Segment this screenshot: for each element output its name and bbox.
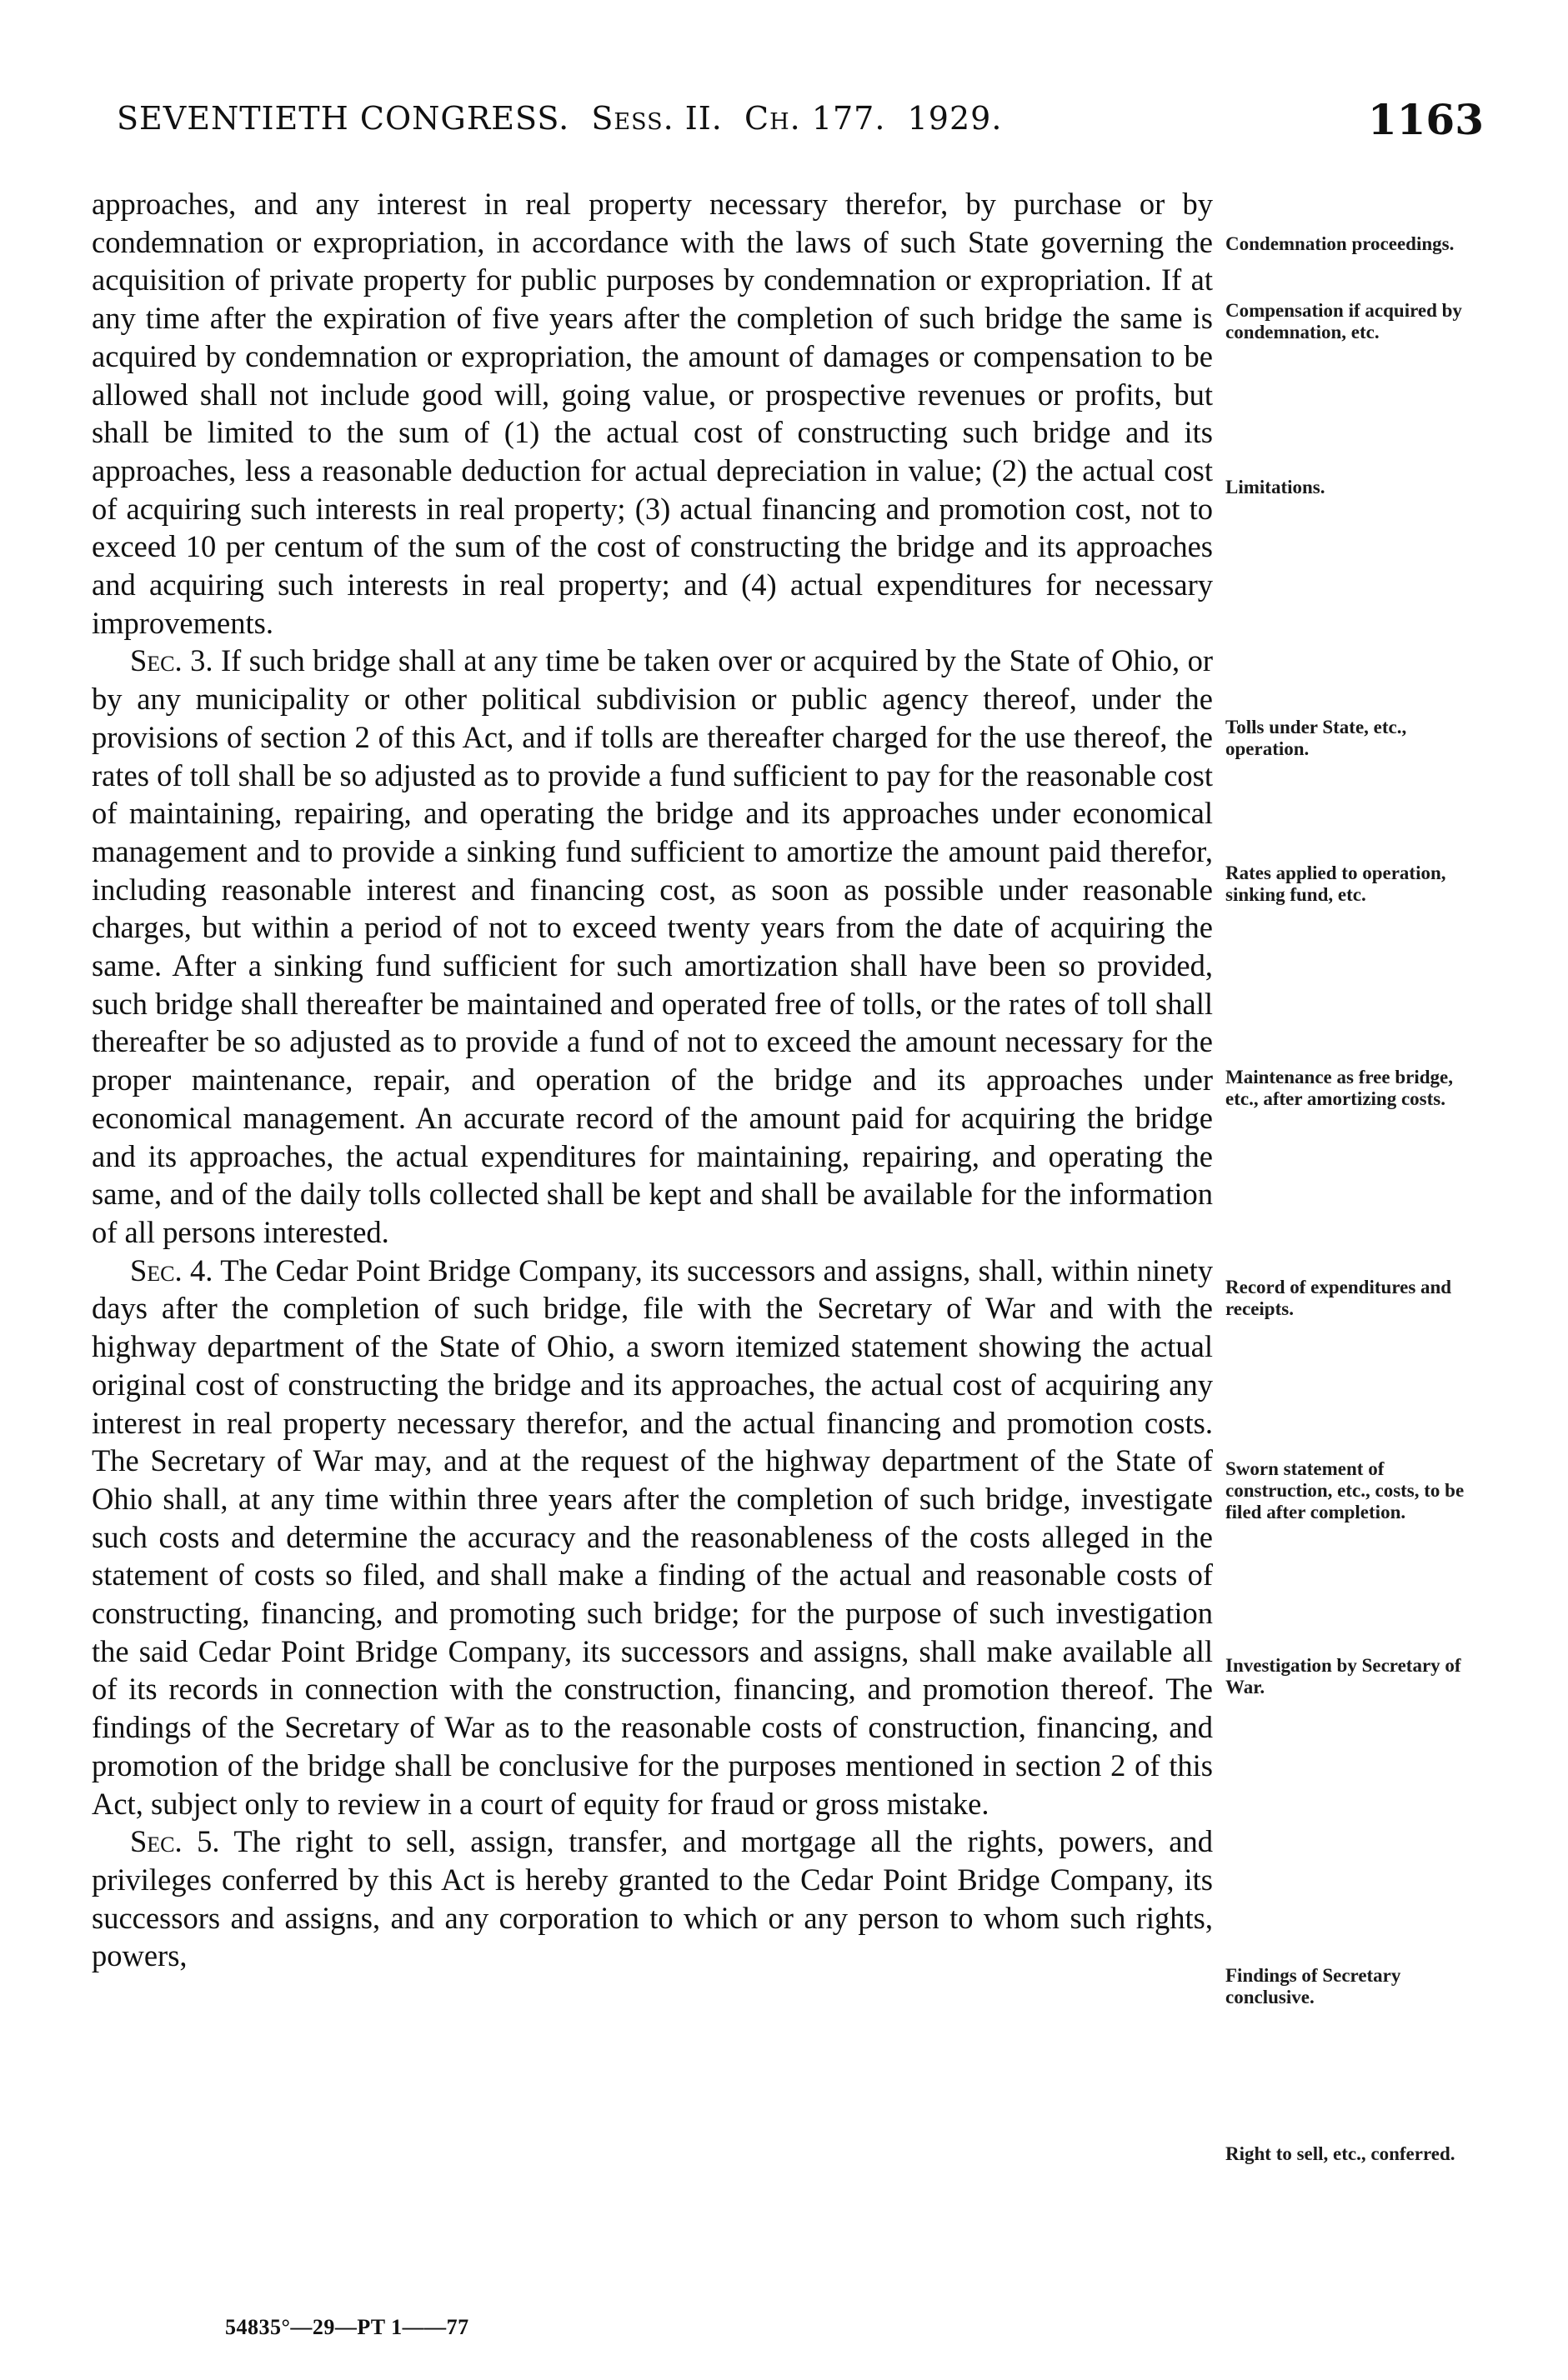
paragraph-continuation bbox=[92, 185, 1213, 642]
paragraph-text: The right to sell, assign, transfer, and mortgage all the rights, powers, and privileges conferred by this Act is hereby granted to the Cedar Point Bridge Company, its successors and assigns, and any corporation to which or any person to whom such rights, powers, bbox=[92, 1824, 1213, 1973]
margin-note-record: Record of expenditures and receipts. bbox=[1225, 1277, 1452, 1319]
running-header bbox=[117, 95, 1484, 158]
section-label: Sec. 3. bbox=[130, 643, 213, 678]
header-session: Sess. II. bbox=[591, 100, 723, 137]
header-year: 1929. bbox=[907, 100, 1003, 137]
paragraph-text: If such bridge shall at any time be taken over or acquired by the State of Ohio, or by any municipality or other political subdivision or public agency thereof, under the provisions of section 2 of this Act, and if tolls are thereafter charged for the use thereof, the rates of toll shall be so adjusted as to provide a fund sufficient to pay for the reasonable cost of maintaining, repairing, and operating the bridge and its approaches under economical management and to provide a sinking fund sufficient to amortize the amount paid therefor, including reasonable interest and financing cost, as soon as possible under reasonable charges, but within a period of not to exceed twenty years from the date of acquiring the same. After a sinking fund sufficient for such amortization shall have been so provided, such bridge shall thereafter be maintained and operated free of tolls, or the rates of toll shall thereafter be so adjusted as to provide a fund of not to exceed the amount necessary for the proper maintenance, repair, and operation of the bridge and its approaches under economical management. An accurate record of the amount paid for acquiring the bridge and its approaches, the actual expenditures for maintaining, repairing, and operating the same, and of the daily tolls collected shall be kept and shall be available for the information of all persons interested. bbox=[92, 643, 1213, 1249]
margin-note-investigation: Investigation by Secretary of War. bbox=[1225, 1655, 1461, 1698]
paragraph-section-3 bbox=[92, 642, 1213, 1251]
margin-note-rates: Rates applied to operation, sinking fund, etc. bbox=[1225, 862, 1446, 905]
margin-note-condemnation: Condemnation proceedings. bbox=[1225, 233, 1455, 254]
paragraph-section-5 bbox=[92, 1822, 1213, 1975]
paragraph-text: approaches, and any interest in real property necessary therefor, by purchase or by condemnation or expropriation, in accordance with the laws of such State governing the acquisition of private property for public purposes by condemnation or expropriation. If at any time after the expiration of five years after the completion of such bridge the same is acquired by condemnation or expropriation, the amount of damages or compensation to be allowed shall not include good will, going value, or prospective revenues or profits, but shall be limited to the sum of (1) the actual cost of constructing such bridge and its approaches, less a reasonable deduction for actual depreciation in value; (2) the actual cost of acquiring such interests in real property; (3) actual financing and promotion cost, not to exceed 10 per centum of the sum of the cost of constructing the bridge and its approaches and acquiring such interests in real property; and (4) actual expenditures for necessary improvements. bbox=[92, 187, 1213, 640]
header-congress: SEVENTIETH CONGRESS. bbox=[117, 100, 570, 137]
header-chapter: Ch. 177. bbox=[744, 100, 886, 137]
margin-note-maintenance: Maintenance as free bridge, etc., after amortizing costs. bbox=[1225, 1067, 1453, 1109]
statute-body bbox=[92, 185, 1213, 1975]
paragraph-text: The Cedar Point Bridge Company, its successors and assigns, shall, within ninety days after the completion of such bridge, file with the Secretary of War and with the highway department of the State of Ohio, a sworn itemized statement showing the actual original cost of constructing the bridge and its approaches, the actual cost of acquiring any interest in real property necessary therefor, and the actual financing and promotion costs. The Secretary of War may, and at the request of the highway department of the State of Ohio shall, at any time within three years after the completion of such bridge, investigate such costs and determine the accuracy and the reasonableness of the costs alleged in the statement of costs so filed, and shall make a finding of the actual and reasonable costs of constructing, financing, and promoting such bridge; for the purpose of such investigation the said Cedar Point Bridge Company, its successors and assigns, shall make available all of its records in connection with the construction, financing, and promotion thereof. The findings of the Secretary of War as to the reasonable costs of construction, financing, and promotion of the bridge shall be conclusive for the purposes mentioned in section 2 of this Act, subject only to review in a court of equity for fraud or gross mistake. bbox=[92, 1252, 1214, 1821]
section-label: Sec. 5. bbox=[130, 1824, 220, 1859]
margin-note-findings: Findings of Secretary conclusive. bbox=[1225, 1965, 1401, 2008]
header-citation bbox=[117, 100, 1002, 137]
margin-note-tolls: Tolls under State, etc., operation. bbox=[1225, 717, 1407, 759]
section-label: Sec. 4. bbox=[130, 1252, 213, 1288]
margin-note-limitations: Limitations. bbox=[1225, 477, 1325, 498]
paragraph-section-4 bbox=[92, 1252, 1213, 1823]
margin-note-sworn-statement: Sworn statement of construction, etc., costs, to be filed after completion. bbox=[1225, 1458, 1465, 1522]
printer-signature: 54835°—29—PT 1——77 bbox=[225, 2315, 469, 2339]
margin-note-compensation: Compensation if acquired by condemnation, etc. bbox=[1225, 300, 1462, 342]
margin-note-right-to-sell: Right to sell, etc., conferred. bbox=[1225, 2143, 1455, 2164]
page-number: 1163 bbox=[1367, 95, 1484, 144]
